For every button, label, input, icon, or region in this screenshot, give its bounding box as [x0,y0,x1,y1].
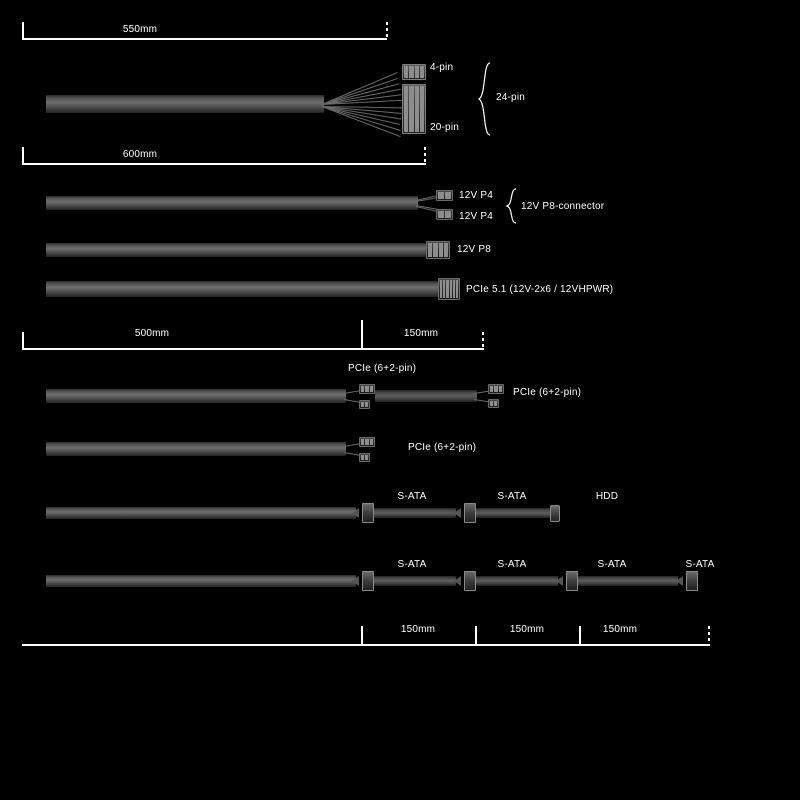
sata-r1-2-wing [454,508,461,518]
brace-atx-24pin [478,62,492,136]
connector-sata-r2-1 [362,571,374,591]
connector-12v-p8 [426,241,450,259]
dimension-tick-bottom-1 [361,626,363,644]
dimension-tick-right-550 [386,22,388,40]
label-12v-p8: 12V P8 [457,244,492,255]
sata-r2-cable-sleeve-2 [374,576,456,586]
cpu-p4-cable-sleeve [46,196,418,210]
dimension-tick-mid-500 [361,320,363,348]
dimension-label-550: 550mm [122,24,158,35]
connector-pcie-a1-6pin [359,384,375,394]
label-12v-p8-connector: 12V P8-connector [521,201,605,212]
sata-r1-cable-sleeve-3 [476,508,552,518]
dimension-line-bottom [22,644,710,646]
pcie51-cable-sleeve [46,281,438,297]
label-pcie-b1: PCIe (6+2-pin) [408,442,477,453]
sata-r1-1-wing [352,508,359,518]
dimension-tick-bottom-4 [708,626,710,644]
label-atx-20pin: 20-pin [430,122,459,133]
dimension-tick-right-150-a [482,332,484,350]
connector-sata-r1-1 [362,503,374,523]
label-hdd: HDD [595,491,619,502]
dimension-line-550 [22,38,387,40]
connector-sata-r2-3 [566,571,578,591]
dimension-tick-left-500 [22,332,24,348]
label-12v-p4-upper: 12V P4 [459,190,494,201]
connector-sata-r1-2 [464,503,476,523]
connector-pcie-a2-6pin [488,384,504,394]
dimension-tick-right-600 [424,147,426,165]
label-sata-r1-2: S-ATA [497,491,527,502]
pcie-a-cable-sleeve [46,389,346,403]
dimension-label-150-b: 150mm [400,624,436,635]
dimension-label-150-c: 150mm [509,624,545,635]
connector-hdd [550,505,560,522]
dimension-tick-bottom-3 [579,626,581,644]
sata-r2-cable-sleeve-4 [578,576,678,586]
dimension-line-600 [22,163,426,165]
label-sata-r2-1: S-ATA [397,559,427,570]
dimension-line-150-a [362,348,484,350]
dimension-label-150-d: 150mm [602,624,638,635]
label-pcie-5-1: PCIe 5.1 (12V-2x6 / 12VHPWR) [466,284,614,295]
connector-12v-p4-upper [436,190,453,201]
dimension-line-500 [22,348,362,350]
label-atx-4pin: 4-pin [430,62,454,73]
label-atx-24pin: 24-pin [496,92,525,103]
sata-r2-cable-sleeve-3 [476,576,558,586]
dimension-tick-left-550 [22,22,24,38]
dimension-label-150-a: 150mm [403,328,439,339]
connector-pcie-b1-2pin [359,453,370,462]
dimension-tick-bottom-2 [475,626,477,644]
pcie-a-cable-sleeve-2 [375,390,477,402]
dimension-tick-left-600 [22,147,24,163]
sata-r1-cable-sleeve-2 [374,508,456,518]
sata-r2-4-wing [676,576,683,586]
label-sata-r1-1: S-ATA [397,491,427,502]
sata-r2-1-wing [352,576,359,586]
label-sata-r2-3: S-ATA [597,559,627,570]
sata-r1-cable-sleeve [46,507,356,519]
sata-r2-2-wing [454,576,461,586]
label-12v-p4-lower: 12V P4 [459,211,494,222]
label-pcie-a2: PCIe (6+2-pin) [513,387,582,398]
dimension-label-500: 500mm [134,328,170,339]
connector-sata-r2-4 [686,571,698,591]
connector-pcie-a1-2pin [359,400,370,409]
dimension-label-600: 600mm [122,149,158,160]
connector-sata-r2-2 [464,571,476,591]
connector-atx-4pin [402,64,426,80]
brace-12v-p8-connector [506,188,518,224]
label-sata-r2-2: S-ATA [497,559,527,570]
label-sata-r2-4: S-ATA [685,559,715,570]
label-pcie-a1: PCIe (6+2-pin) [348,363,417,374]
atx-cable-sleeve [46,95,324,113]
connector-12v-p4-lower [436,209,453,220]
sata-r2-cable-sleeve [46,575,356,587]
connector-pcie-5-1-12vhpwr [438,278,460,300]
connector-pcie-b1-6pin [359,437,375,447]
connector-pcie-a2-2pin [488,399,499,408]
sata-r2-3-wing [556,576,563,586]
cpu-p8-cable-sleeve [46,243,426,257]
pcie-b-cable-sleeve [46,442,346,456]
connector-atx-20pin [402,84,426,134]
